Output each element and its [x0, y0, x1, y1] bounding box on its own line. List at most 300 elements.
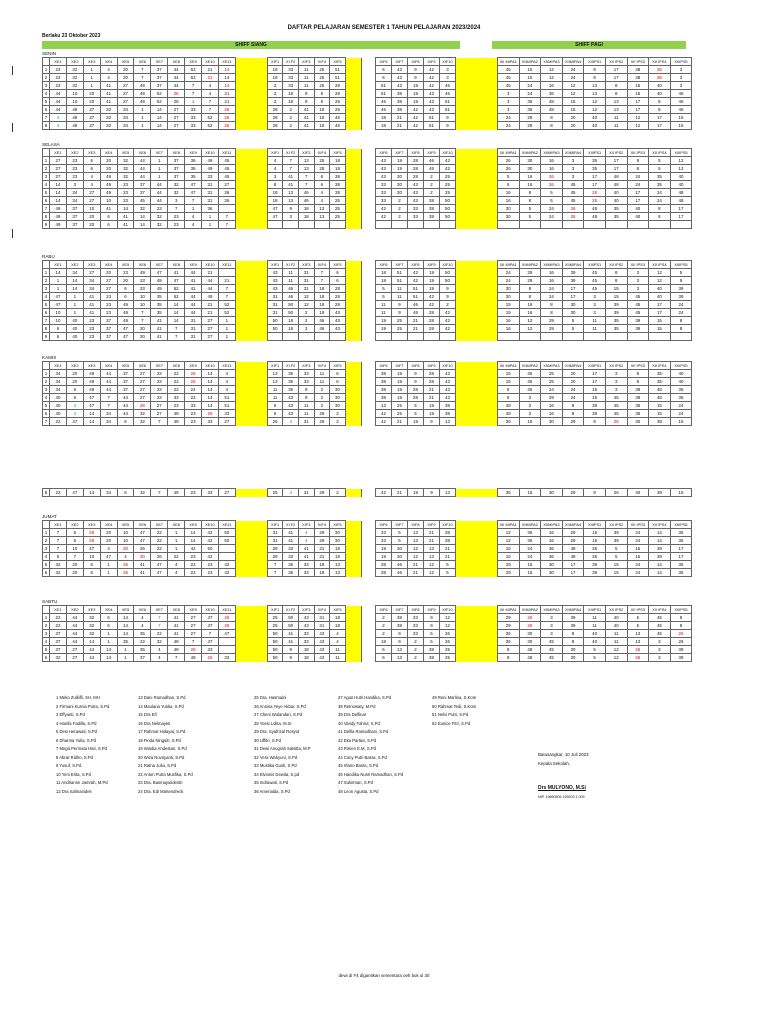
schedule-cell: 43: [267, 269, 283, 277]
schedule-cell: 1: [50, 277, 67, 285]
teacher-entry: 41 Dellla Ramadhani, S.Pd: [338, 729, 389, 734]
class-header: XII MIPA1: [497, 606, 519, 614]
schedule-cell: 52: [151, 98, 168, 106]
schedule-cell: 40: [66, 317, 83, 325]
schedule-cell: 17: [562, 285, 584, 293]
schedule-cell: 21: [202, 309, 219, 317]
class-header: XIIIPS1: [584, 521, 606, 529]
schedule-cell: 6: [314, 98, 330, 106]
class-header: XIF8: [407, 58, 423, 66]
schedule-cell: 17: [562, 569, 584, 577]
spacer: [455, 221, 497, 229]
schedule-cell: 49: [100, 173, 117, 181]
schedule-cell: [218, 205, 235, 213]
schedule-cell: 46: [330, 122, 346, 130]
spacer: [361, 66, 375, 74]
schedule-cell: 30: [541, 489, 563, 497]
schedule-cell: 6: [117, 293, 134, 301]
schedule-cell: 21: [202, 301, 219, 309]
schedule-cell: 26: [497, 165, 519, 173]
schedule-cell: 25: [439, 173, 455, 181]
schedule-cell: 36: [519, 98, 541, 106]
schedule-cell: 47: [100, 553, 117, 561]
schedule-cell: 7: [50, 529, 67, 537]
teacher-entry: 18 Finda Ningsih, S.Pd: [138, 737, 181, 743]
row-number-header: [43, 58, 50, 66]
schedule-cell: 13: [267, 378, 283, 386]
spacer: [455, 197, 497, 205]
schedule-cell: 12: [439, 622, 455, 630]
schedule-cell: 32: [83, 630, 100, 638]
schedule-cell: 46: [375, 106, 391, 114]
spacer: [235, 606, 267, 614]
table-row: [43, 293, 692, 301]
schedule-cell: 18: [330, 157, 346, 165]
schedule-cell: 24: [670, 309, 692, 317]
schedule-cell: 12: [298, 301, 314, 309]
schedule-cell: 17: [627, 106, 649, 114]
table-row: [43, 309, 692, 317]
table-row: [43, 537, 692, 545]
schedule-cell: 21: [407, 325, 423, 333]
class-header: XIF10: [439, 362, 455, 370]
schedule-cell: 51: [423, 122, 439, 130]
schedule-cell: 26: [185, 378, 202, 386]
schedule-cell: 4: [83, 181, 100, 189]
teacher-entry: 50 Rahmat Tedi, S.Kom: [432, 703, 477, 709]
schedule-cell: 28: [267, 106, 283, 114]
schedule-cell: 41: [100, 98, 117, 106]
table-row: [43, 561, 692, 569]
schedule-cell: 1: [151, 173, 168, 181]
class-header: XI F2: [283, 521, 299, 529]
schedule-cell: 5: [670, 269, 692, 277]
schedule-cell: 37: [134, 189, 151, 197]
class-header: XE9: [185, 521, 202, 529]
schedule-cell: 8: [497, 654, 519, 662]
spacer: [235, 173, 267, 181]
schedule-cell: 18: [330, 614, 346, 622]
schedule-cell: 21: [218, 98, 235, 106]
schedule-cell: 6: [83, 157, 100, 165]
schedule-cell: 20: [66, 569, 83, 577]
schedule-cell: 48: [670, 189, 692, 197]
class-header: XII IPS2: [605, 606, 627, 614]
schedule-cell: 24: [541, 213, 563, 221]
schedule-cell: 6: [314, 181, 330, 189]
schedule-cell: 33: [202, 646, 219, 654]
spacer: [235, 614, 267, 622]
schedule-cell: [649, 221, 671, 229]
schedule-cell: [330, 333, 346, 341]
table-row: [43, 285, 692, 293]
class-header: XIIIPS1: [584, 362, 606, 370]
schedule-cell: 42: [423, 66, 439, 74]
schedule-cell: 16: [497, 378, 519, 386]
spacer: [235, 213, 267, 221]
schedule-cell: 47: [151, 561, 168, 569]
schedule-cell: 26: [519, 614, 541, 622]
class-header: XE8: [168, 606, 185, 614]
spacer: [361, 122, 375, 130]
class-header: XE11: [218, 58, 235, 66]
class-header: XIF7: [391, 521, 407, 529]
schedule-cell: 45: [541, 638, 563, 646]
schedule-cell: [314, 333, 330, 341]
schedule-cell: 6: [83, 569, 100, 577]
schedule-cell: 14: [117, 205, 134, 213]
schedule-cell: 8: [497, 646, 519, 654]
schedule-cell: 4: [168, 561, 185, 569]
class-header: XIIMIPA3: [541, 362, 563, 370]
schedule-cell: 37: [83, 114, 100, 122]
spacer: [235, 301, 267, 309]
schedule-cell: 44: [151, 197, 168, 205]
table-row: [43, 394, 692, 402]
class-header: XE11: [218, 149, 235, 157]
schedule-cell: 27: [134, 378, 151, 386]
schedule-cell: 5: [541, 189, 563, 197]
schedule-cell: 10: [117, 529, 134, 537]
schedule-cell: 28: [423, 325, 439, 333]
period-number: 2: [43, 277, 50, 285]
spacer: [455, 309, 497, 317]
schedule-cell: 9: [423, 489, 439, 497]
schedule-cell: 44: [168, 66, 185, 74]
schedule-cell: 11: [283, 277, 299, 285]
schedule-cell: 18: [375, 277, 391, 285]
schedule-cell: 44: [50, 98, 67, 106]
schedule-cell: 24: [562, 74, 584, 82]
spacer: [345, 325, 361, 333]
schedule-cell: 27: [185, 630, 202, 638]
spacer: [361, 622, 375, 630]
schedule-cell: 34: [100, 418, 117, 426]
schedule-cell: 16: [497, 325, 519, 333]
spacer: [361, 410, 375, 418]
schedule-cell: 13: [267, 370, 283, 378]
schedule-cell: 18: [298, 205, 314, 213]
schedule-cell: 48: [584, 213, 606, 221]
spacer: [345, 418, 361, 426]
teacher-entry: 5 Desi Herawati, S.Pd: [56, 729, 97, 734]
schedule-cell: 32: [83, 622, 100, 630]
schedule-cell: 50: [439, 213, 455, 221]
class-header: XE1: [50, 606, 67, 614]
schedule-cell: 46: [283, 285, 299, 293]
schedule-cell: 30: [391, 545, 407, 553]
schedule-cell: 25: [314, 165, 330, 173]
schedule-cell: 36: [283, 378, 299, 386]
schedule-cell: 2: [375, 614, 391, 622]
schedule-cell: 15: [649, 325, 671, 333]
schedule-cell: 7: [218, 293, 235, 301]
schedule-cell: 3: [497, 90, 519, 98]
schedule-cell: 44: [66, 638, 83, 646]
schedule-cell: 40: [649, 82, 671, 90]
schedule-cell: 19: [314, 309, 330, 317]
schedule-cell: 6: [330, 370, 346, 378]
class-header: XE4: [100, 261, 117, 269]
schedule-cell: 17: [670, 545, 692, 553]
class-header: XII IPS3: [627, 149, 649, 157]
teacher-entry: 11 Andrianne Jamrah, M.Pd: [56, 780, 108, 785]
schedule-cell: 22: [168, 386, 185, 394]
schedule-cell: 47: [185, 181, 202, 189]
schedule-cell: 6: [66, 394, 83, 402]
schedule-cell: 37: [151, 66, 168, 74]
schedule-cell: 50: [283, 309, 299, 317]
schedule-cell: 31: [298, 277, 314, 285]
schedule-cell: 26: [83, 529, 100, 537]
spacer: [235, 362, 267, 370]
period-number: 2: [43, 537, 50, 545]
schedule-cell: 3: [439, 74, 455, 82]
schedule-cell: 50: [267, 325, 283, 333]
schedule-cell: 20: [66, 370, 83, 378]
schedule-cell: 47: [267, 213, 283, 221]
class-header: XE9: [185, 261, 202, 269]
spacer: [235, 74, 267, 82]
schedule-cell: 2: [391, 197, 407, 205]
schedule-cell: 46: [298, 189, 314, 197]
schedule-cell: 1: [50, 285, 67, 293]
schedule-cell: 38: [375, 394, 391, 402]
schedule-cell: 4: [151, 654, 168, 662]
schedule-cell: 11: [605, 114, 627, 122]
class-header: XE9: [185, 362, 202, 370]
schedule-cell: 11: [298, 74, 314, 82]
schedule-cell: 41: [283, 173, 299, 181]
schedule-cell: 17: [670, 553, 692, 561]
schedule-cell: 23: [66, 173, 83, 181]
schedule-cell: 50: [283, 301, 299, 309]
schedule-cell: 12: [423, 561, 439, 569]
schedule-cell: 45: [562, 189, 584, 197]
spacer: [345, 285, 361, 293]
schedule-cell: 40: [649, 90, 671, 98]
schedule-cell: 39: [670, 654, 692, 662]
schedule-cell: 19: [423, 410, 439, 418]
schedule-cell: 34: [83, 285, 100, 293]
schedule-cell: 37: [134, 654, 151, 662]
row-number-header: [43, 606, 50, 614]
class-header: XIIMIPA2: [519, 606, 541, 614]
schedule-cell: 36: [185, 165, 202, 173]
table-row: [43, 622, 692, 630]
schedule-cell: 27: [117, 82, 134, 90]
schedule-cell: 29: [497, 569, 519, 577]
spacer: [361, 309, 375, 317]
spacer: [361, 106, 375, 114]
schedule-cell: 35: [627, 410, 649, 418]
schedule-cell: 8: [584, 489, 606, 497]
schedule-table: [42, 520, 692, 577]
spacer: [455, 569, 497, 577]
schedule-cell: 40: [670, 181, 692, 189]
schedule-cell: 39: [627, 325, 649, 333]
schedule-cell: 7: [202, 98, 219, 106]
schedule-cell: 26: [168, 98, 185, 106]
class-header: XIIIPS1: [584, 58, 606, 66]
teacher-entry: 40 Vandy Fahrul, S.Pd: [338, 720, 380, 726]
schedule-cell: 31: [185, 317, 202, 325]
spacer: [345, 197, 361, 205]
schedule-cell: 33: [283, 553, 299, 561]
teacher-entry: 25 Dra. Hasmaini: [254, 695, 287, 700]
schedule-cell: 33: [185, 122, 202, 130]
day-label: JUMAT: [42, 514, 57, 519]
schedule-cell: 49: [168, 638, 185, 646]
schedule-cell: 42: [407, 277, 423, 285]
spacer: [345, 333, 361, 341]
row-number-header: [43, 521, 50, 529]
schedule-cell: 13: [298, 165, 314, 173]
schedule-cell: 41: [185, 285, 202, 293]
spacer: [235, 189, 267, 197]
schedule-cell: 38: [391, 622, 407, 630]
schedule-cell: 37: [50, 630, 67, 638]
schedule-cell: 30: [519, 165, 541, 173]
schedule-cell: 27: [185, 614, 202, 622]
schedule-cell: 8: [519, 285, 541, 293]
spacer: [361, 545, 375, 553]
schedule-cell: 1: [218, 325, 235, 333]
schedule-cell: 25: [439, 646, 455, 654]
class-header: XIIMIPA4: [562, 149, 584, 157]
schedule-cell: 12: [562, 90, 584, 98]
schedule-cell: 7: [185, 638, 202, 646]
schedule-cell: 31: [314, 553, 330, 561]
schedule-cell: 24: [541, 285, 563, 293]
schedule-cell: 16: [497, 317, 519, 325]
schedule-cell: 16: [541, 165, 563, 173]
table-row: [43, 638, 692, 646]
schedule-cell: 22: [168, 378, 185, 386]
schedule-cell: 48: [627, 66, 649, 74]
teacher-entry: 47 Sukirman, S.Pd: [338, 780, 373, 785]
schedule-cell: 23: [134, 277, 151, 285]
day-label: SELASA: [42, 142, 60, 147]
class-header: XIF6: [375, 606, 391, 614]
schedule-cell: 42: [375, 489, 391, 497]
schedule-cell: 10: [83, 553, 100, 561]
schedule-cell: 28: [330, 82, 346, 90]
schedule-cell: 49: [117, 317, 134, 325]
spacer: [235, 325, 267, 333]
schedule-cell: 4: [100, 545, 117, 553]
period-number: 9: [43, 221, 50, 229]
spacer: [455, 333, 497, 341]
class-header: XE2: [66, 362, 83, 370]
spacer: [235, 370, 267, 378]
schedule-cell: 27: [83, 197, 100, 205]
class-header: XE6: [134, 521, 151, 529]
class-header: XE8: [168, 362, 185, 370]
class-header: XE8: [168, 521, 185, 529]
teacher-entry: 12 Dra Salmanides: [56, 788, 92, 794]
schedule-cell: 39: [584, 410, 606, 418]
schedule-cell: 18: [314, 561, 330, 569]
period-number: 3: [43, 173, 50, 181]
class-header: XIIMIPA4: [562, 362, 584, 370]
schedule-cell: 50: [439, 197, 455, 205]
signature-block: [538, 750, 678, 802]
schedule-cell: 37: [50, 638, 67, 646]
schedule-cell: 39: [605, 309, 627, 317]
schedule-cell: 35: [584, 157, 606, 165]
schedule-cell: 49: [134, 269, 151, 277]
class-header: XE4: [100, 606, 117, 614]
schedule-cell: 46: [330, 114, 346, 122]
spacer: [235, 545, 267, 553]
schedule-cell: [267, 221, 283, 229]
spacer: [455, 654, 497, 662]
schedule-cell: 7: [283, 157, 299, 165]
schedule-cell: 26: [627, 654, 649, 662]
schedule-cell: 12: [605, 654, 627, 662]
teacher-entry: 33 Mustika Gusti, S.Pd: [254, 763, 297, 768]
schedule-cell: 1: [202, 221, 219, 229]
class-header: XIF9: [423, 362, 439, 370]
teacher-entry: 3 Effyanti, S.Pd: [56, 712, 85, 717]
schedule-cell: 48: [562, 553, 584, 561]
spacer: [345, 561, 361, 569]
spacer: [345, 66, 361, 74]
schedule-cell: 18: [283, 90, 299, 98]
class-header: XE2: [66, 606, 83, 614]
schedule-cell: 21: [202, 74, 219, 82]
schedule-cell: 14: [100, 646, 117, 654]
schedule-cell: 44: [168, 74, 185, 82]
period-number: 6: [43, 106, 50, 114]
schedule-cell: [298, 333, 314, 341]
teacher-entry: 7 Mega Permata Hati, S.Pd: [56, 746, 107, 751]
schedule-cell: 11: [375, 301, 391, 309]
schedule-cell: 8: [267, 181, 283, 189]
schedule-cell: 7: [100, 402, 117, 410]
class-header: XIF10: [439, 606, 455, 614]
class-header: XIF4: [314, 521, 330, 529]
period-number: 7: [43, 114, 50, 122]
schedule-cell: 47: [134, 537, 151, 545]
period-number: 7: [43, 317, 50, 325]
schedule-cell: 23: [100, 293, 117, 301]
period-number: 3: [43, 386, 50, 394]
schedule-cell: 14: [218, 74, 235, 82]
schedule-cell: 45: [584, 269, 606, 277]
schedule-cell: 50: [267, 638, 283, 646]
schedule-cell: 27: [218, 418, 235, 426]
schedule-cell: 22: [151, 537, 168, 545]
teacher-entry: 49 Reni Marlina, S.Kom: [432, 695, 477, 700]
class-header: XE5: [117, 261, 134, 269]
schedule-cell: 32: [50, 569, 67, 577]
class-header: XIIMIPA3: [541, 606, 563, 614]
spacer: [345, 386, 361, 394]
schedule-cell: 5: [439, 561, 455, 569]
table-row: [43, 545, 692, 553]
schedule-cell: 8: [562, 402, 584, 410]
schedule-cell: 33: [218, 654, 235, 662]
schedule-cell: 47: [267, 205, 283, 213]
schedule-cell: 18: [267, 189, 283, 197]
schedule-cell: 14: [50, 197, 67, 205]
schedule-cell: 25: [267, 418, 283, 426]
schedule-cell: 26: [134, 402, 151, 410]
table-row: [43, 98, 692, 106]
class-header: XI F2: [283, 362, 299, 370]
